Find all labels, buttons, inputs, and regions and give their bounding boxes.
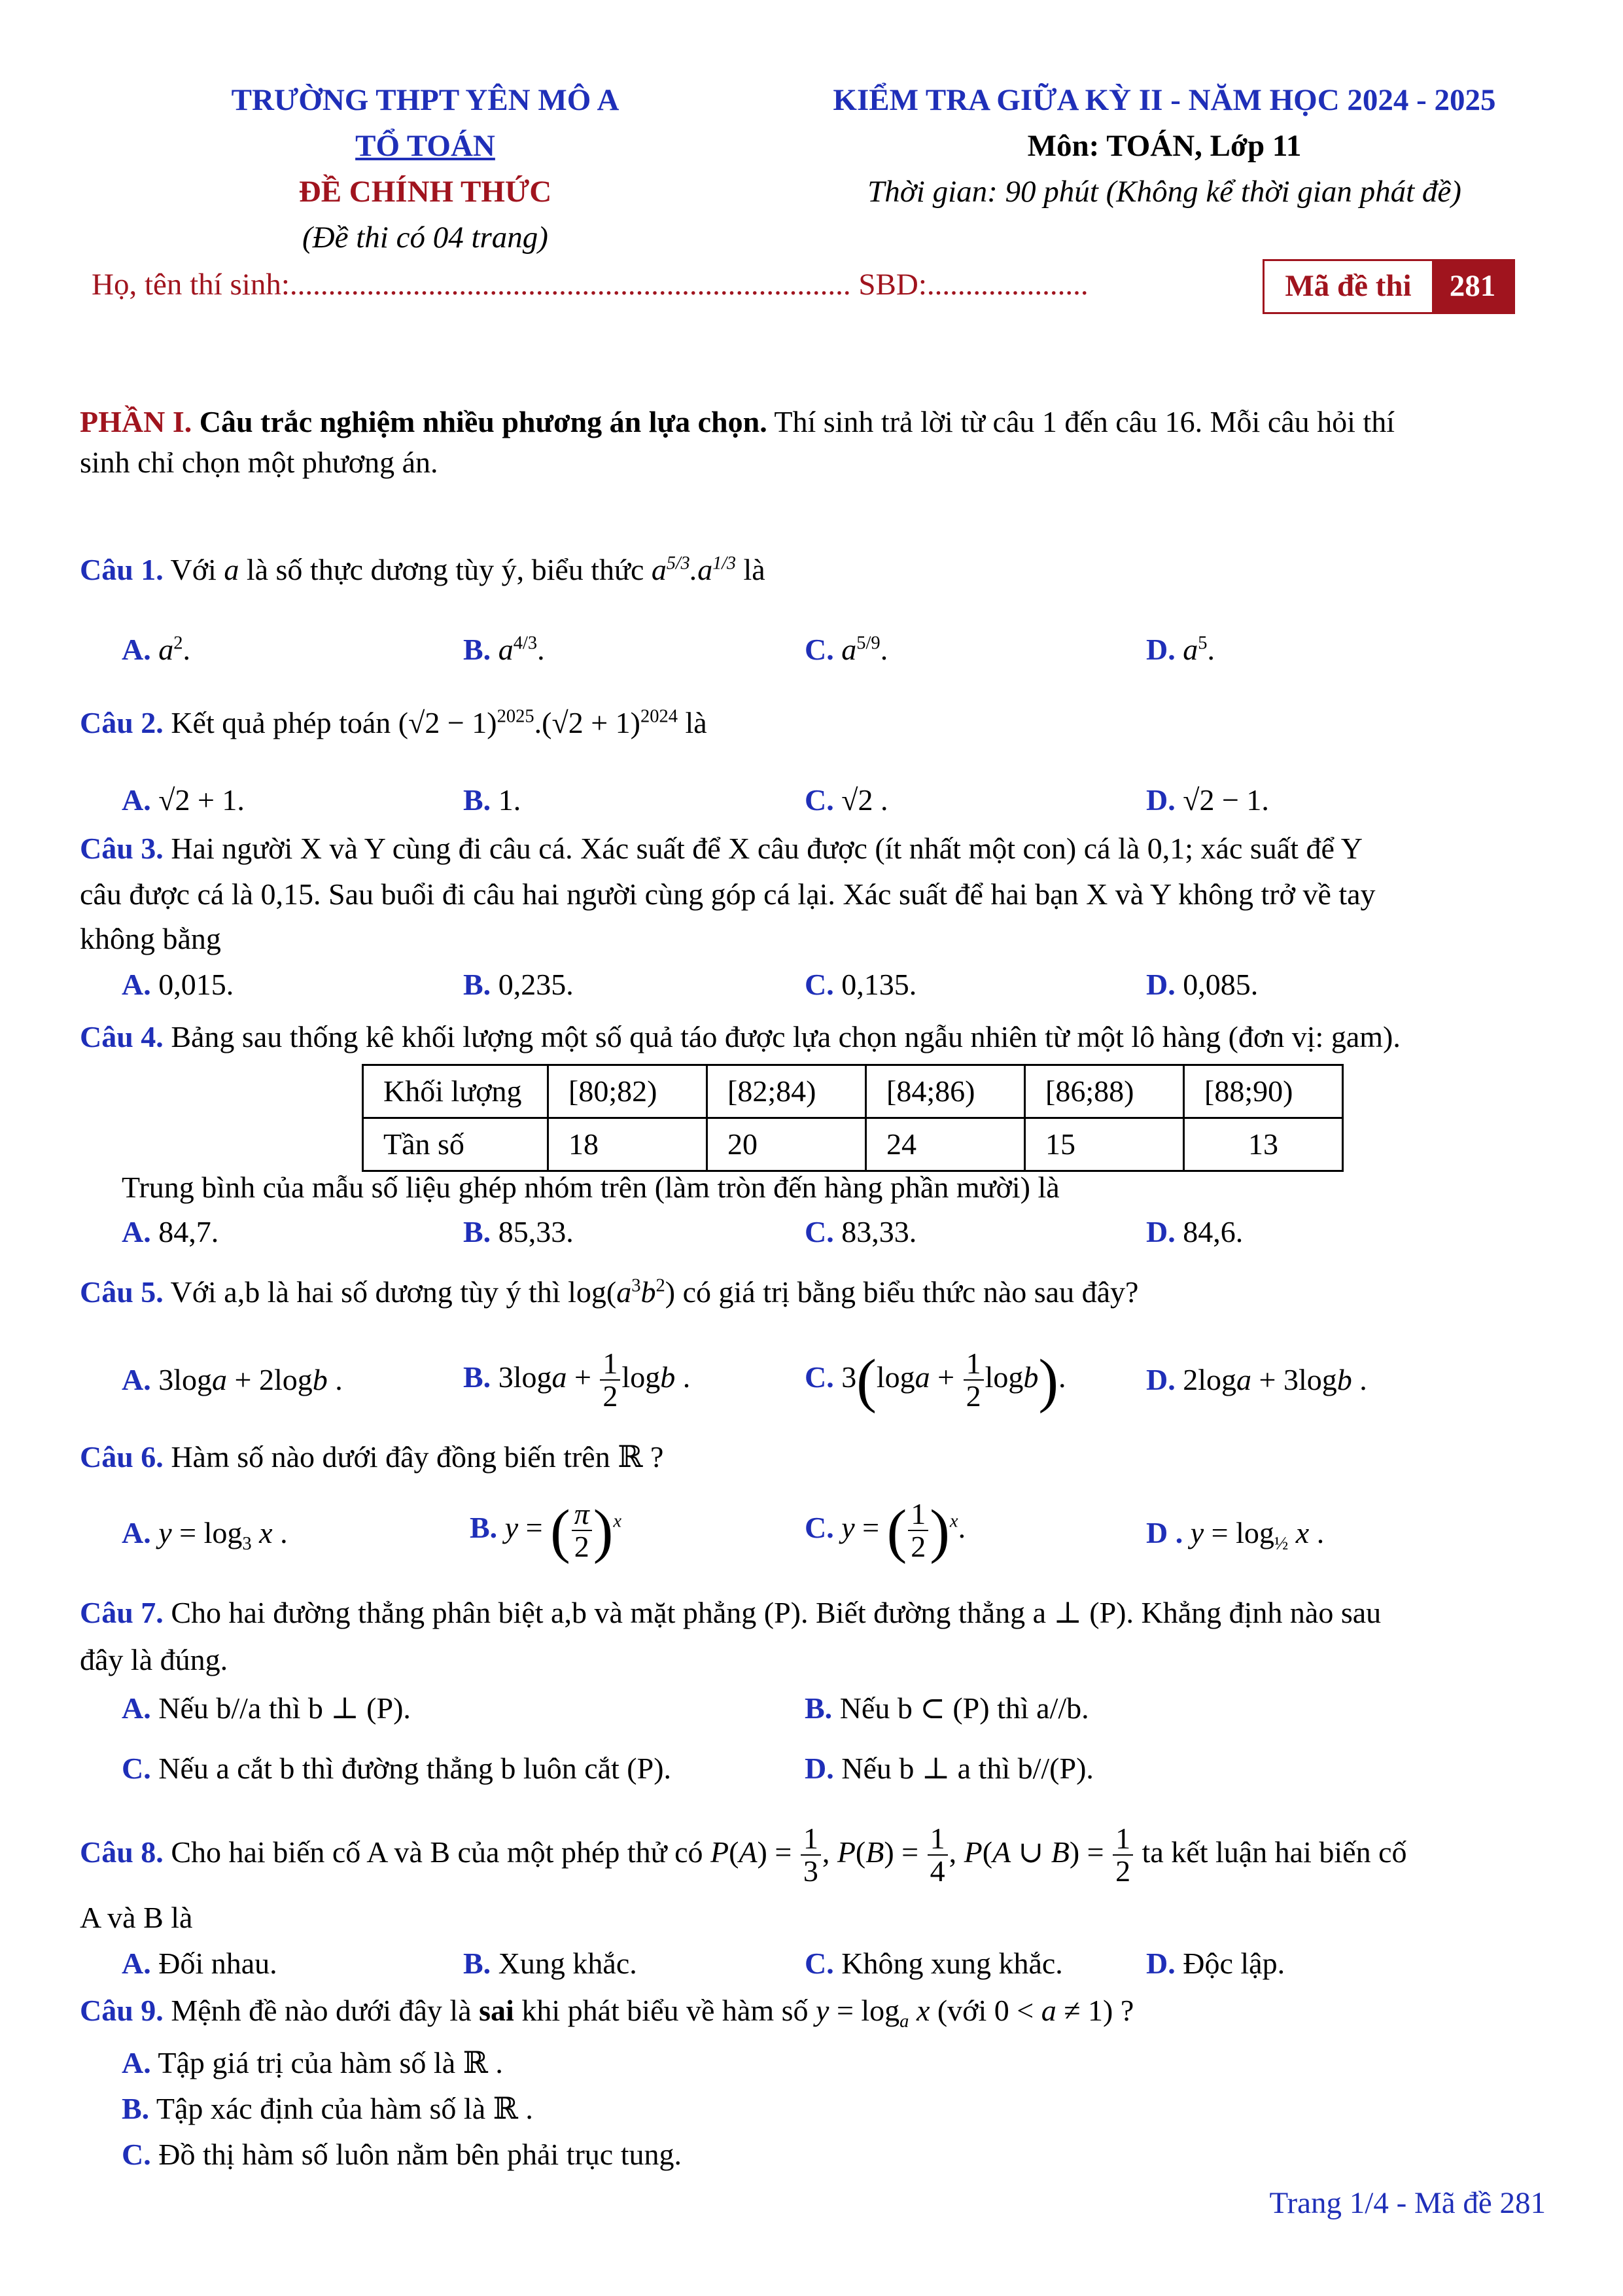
q5-text2: có giá trị bằng biểu thức nào sau đây?: [682, 1275, 1139, 1309]
q4-text: Bảng sau thống kê khối lượng một số quả táo được lựa chọn ngẫu nhiên từ một lô hàng (đơn vị: gam).: [171, 1020, 1401, 1053]
q8-option-d: D. Độc lập.: [1146, 1947, 1285, 1980]
exam-code-label: Mã đề thi: [1285, 269, 1412, 304]
q6-label: Câu 6.: [80, 1440, 164, 1474]
question-8: [80, 1823, 1551, 1888]
q1-text2: là số thực dương tùy ý, biểu thức: [246, 553, 644, 586]
q6-option-b: B. y = ( $\frac{\pi}{2}$ )$^x$: [470, 1497, 622, 1564]
q4-option-b: B. 85,33.: [463, 1215, 574, 1248]
q8-label: Câu 8.: [80, 1835, 164, 1869]
q2-expression: $(√2 - 1)^{2025}.(√2 + 1)^{2024}$: [398, 706, 678, 739]
q6-option-d: D . $y = \log_{\frac{1}{2}} x$ .: [1146, 1516, 1325, 1555]
q5-expression: $\log(a^3b^2)$: [568, 1275, 676, 1309]
q2-text: Kết quả phép toán: [171, 706, 391, 739]
table-header-row: Khối lượng [80;82) [82;84) [84;86) [86;88) [88;90): [363, 1065, 1343, 1118]
q7-option-c: C. Nếu a cắt b thì đường thẳng b luôn cắt (P).: [122, 1752, 672, 1785]
q4-label: Câu 4.: [80, 1020, 164, 1053]
q9-option-a: A. Tập giá trị của hàm số là ℝ .: [122, 2046, 503, 2079]
q4-option-d: D. 84,6.: [1146, 1215, 1244, 1248]
school-name: TRƯỜNG THPT YÊN MÔ A: [231, 83, 620, 117]
page-footer: Trang 1/4 - Mã đề 281: [1269, 2186, 1546, 2220]
q8-text: Cho hai biến cố A và B của một phép thử có: [171, 1835, 703, 1869]
q3-option-d: D. 0,085.: [1146, 968, 1259, 1001]
q8-option-c: C. Không xung khắc.: [805, 1947, 1063, 1980]
exam-code-value: 281: [1432, 261, 1513, 312]
q2-text3: là: [685, 706, 707, 739]
question-1: Câu 1. Với a là số thực dương tùy ý, biểu thức $a^{5/3}.a^{1/3}$ là: [80, 553, 765, 586]
q9-option-c: C. Đồ thị hàm số luôn nằm bên phải trục tung.: [122, 2138, 682, 2171]
q8-line2: A và B là: [80, 1901, 193, 1934]
q3-label: Câu 3.: [80, 832, 164, 865]
question-7: [80, 1593, 1551, 1633]
official-label: ĐỀ CHÍNH THỨC: [298, 175, 552, 209]
question-4: [80, 1017, 1551, 1057]
q2-option-a: A. √2 + 1.: [122, 783, 245, 817]
q4-option-a: A. 84,7.: [122, 1215, 219, 1248]
q2-option-c: C. √2 .: [805, 783, 888, 817]
q3-line3: không bằng: [80, 922, 221, 955]
q1-option-d: D. $a^5$.: [1146, 633, 1215, 666]
q6-option-c: C. y = ( $\frac{1}{2}$ )$^x$.: [805, 1497, 966, 1564]
q6-text: Hàm số nào dưới đây đồng biến trên ℝ ?: [171, 1440, 664, 1474]
q4-after-text: Trung bình của mẫu số liệu ghép nhóm trên (làm tròn đến hàng phần mười) là: [122, 1171, 1060, 1204]
q3-option-a: A. 0,015.: [122, 968, 234, 1001]
q7-option-b: B. Nếu b ⊂ (P) thì a//b.: [805, 1691, 1089, 1725]
q1-option-a: A. $a^2$.: [122, 633, 190, 666]
q5-option-c: C. 3(loga + $\frac{1}{2}$ logb).: [805, 1347, 1066, 1414]
q9-option-b: B. Tập xác định của hàm số là ℝ .: [122, 2092, 533, 2125]
subject-line: Môn: TOÁN, Lớp 11: [1027, 129, 1302, 163]
q2-label: Câu 2.: [80, 706, 164, 739]
pages-note: (Đề thi có 04 trang): [302, 221, 548, 255]
q5-text: Với a,b là hai số dương tùy ý thì: [170, 1275, 561, 1309]
frequency-table: [362, 1064, 1344, 1172]
q7-label: Câu 7.: [80, 1596, 164, 1629]
part1-instruction: [80, 402, 1551, 442]
question-9: Câu 9. Mệnh đề nào dưới đây là sai khi phát biểu về hàm số $y = \log_a x$ (với 0 < a ≠ 1) ?: [80, 1994, 1134, 2032]
question-5: [80, 1272, 1551, 1313]
q1-label: Câu 1.: [80, 553, 164, 586]
q5-option-a: A. 3loga + 2logb .: [122, 1363, 343, 1396]
question-2: [80, 703, 1551, 743]
question-6: [80, 1437, 1551, 1477]
time-line: Thời gian: 90 phút (Không kể thời gian phát đề): [867, 175, 1461, 209]
q5-option-b: B. 3loga + $\frac{1}{2}$ logb .: [463, 1347, 691, 1413]
q9-function: $y = \log_a x$: [816, 1994, 930, 2032]
q7-line2: đây là đúng.: [80, 1643, 228, 1676]
q2-option-b: B. 1.: [463, 783, 521, 817]
q1-text: Với: [170, 553, 217, 586]
q9-label: Câu 9.: [80, 1994, 164, 2027]
q1-text3: là: [743, 553, 765, 586]
part1-instruction-line1: Thí sinh trả lời từ câu 1 đến câu 16. Mỗi câu hỏi thí: [774, 405, 1395, 438]
q9-emphasis: sai: [479, 1994, 514, 2027]
q1-option-b: B. $a^{4/3}$.: [463, 633, 545, 666]
part1-title-rest: Câu trắc nghiệm nhiều phương án lựa chọn.: [199, 405, 767, 438]
q8-option-a: A. Đối nhau.: [122, 1947, 277, 1980]
candidate-line: Họ, tên thí sinh:......................................................................... SBD:.....................: [92, 268, 1089, 302]
q7-line1: Cho hai đường thẳng phân biệt a,b và mặt phẳng (P). Biết đường thẳng a ⊥ (P). Khẳng định nào sau: [171, 1596, 1382, 1629]
q4-option-c: C. 83,33.: [805, 1215, 917, 1248]
q3-option-b: B. 0,235.: [463, 968, 574, 1001]
q8-option-b: B. Xung khắc.: [463, 1947, 637, 1980]
table-row: Tần số 18 20 24 15 13: [363, 1118, 1343, 1171]
question-3: [80, 828, 1551, 869]
q5-option-d: D. 2loga + 3logb .: [1146, 1363, 1367, 1396]
q2-option-d: D. √2 − 1.: [1146, 783, 1269, 817]
q3-line1: Hai người X và Y cùng đi câu cá. Xác suất để X câu được (ít nhất một con) cá là 0,1; xác suất để Y: [171, 832, 1363, 865]
q8-expression: P(A) = $\frac{1}{3}$ , P(B) = $\frac{1}{4}$ , P(A ∪ B) = $\frac{1}{2}$: [710, 1835, 1134, 1869]
exam-code-box: [1263, 259, 1515, 314]
part1-title: PHẦN I.: [80, 405, 192, 438]
part1-instruction-line2: sinh chỉ chọn một phương án.: [80, 446, 438, 479]
q1-expression: $a^{5/3}.a^{1/3}$: [651, 553, 736, 586]
q8-text2: ta kết luận hai biến cố: [1142, 1835, 1407, 1869]
q3-option-c: C. 0,135.: [805, 968, 917, 1001]
q1-option-c: C. $a^{5/9}$.: [805, 633, 888, 666]
q5-label: Câu 5.: [80, 1275, 164, 1309]
q3-line2: câu được cá là 0,15. Sau buổi đi câu hai người cùng góp cá lại. Xác suất để hai bạn X và Y không trở về tay: [80, 877, 1376, 911]
q6-option-a: A. $y = \log_3 x$ .: [122, 1516, 288, 1555]
q7-option-a: A. Nếu b//a thì b ⊥ (P).: [122, 1691, 411, 1725]
exam-title: KIỂM TRA GIỮA KỲ II - NĂM HỌC 2024 - 2025: [833, 83, 1496, 117]
department: TỔ TOÁN: [355, 129, 495, 163]
q7-option-d: D. Nếu b ⊥ a thì b//(P).: [805, 1752, 1094, 1785]
